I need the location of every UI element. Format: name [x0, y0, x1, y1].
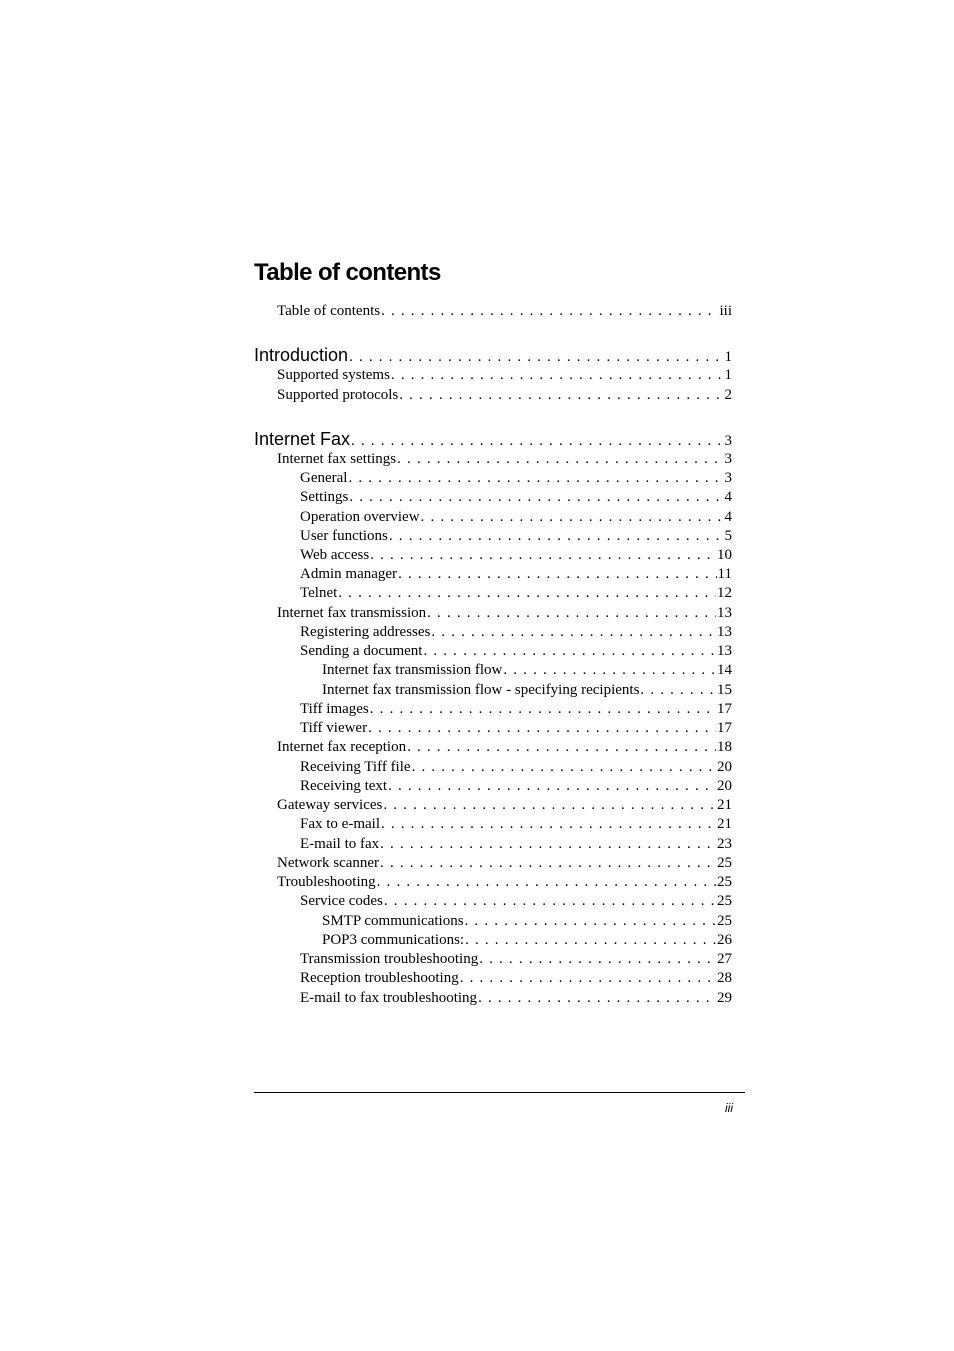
toc-entry-page: 25	[717, 913, 732, 929]
toc-entry-label: Network scanner	[277, 855, 380, 871]
toc-entry-page: iii	[719, 303, 732, 319]
toc-entry[interactable]	[277, 603, 732, 623]
dot-leader	[397, 449, 723, 469]
toc-entry-page: 13	[717, 643, 732, 659]
toc-entry-label: Troubleshooting	[277, 874, 376, 890]
toc-entry-page: 4	[724, 489, 732, 505]
dot-leader	[368, 718, 716, 738]
toc-entry-page: 3	[724, 470, 732, 486]
toc-entry[interactable]	[277, 872, 732, 892]
toc-entry-page: 29	[717, 990, 732, 1006]
toc-entry-label: Internet fax transmission flow	[322, 662, 503, 678]
toc-entry-page: 25	[717, 855, 732, 871]
toc-entry-page: 18	[717, 739, 732, 755]
toc-entry[interactable]	[322, 930, 732, 950]
toc-entry-label: Operation overview	[300, 509, 420, 525]
toc-entry-page: 11	[717, 566, 732, 582]
dot-leader	[383, 795, 716, 815]
toc-entry-label: Receiving Tiff file	[300, 759, 411, 775]
toc-entry-page: 12	[717, 585, 732, 601]
toc-entry[interactable]	[300, 468, 732, 488]
toc-entry[interactable]	[300, 507, 732, 527]
toc-entry[interactable]	[277, 385, 732, 405]
toc-entry[interactable]	[277, 737, 732, 757]
dot-leader	[388, 776, 716, 796]
toc-entry[interactable]	[277, 795, 732, 815]
toc-entry-page: 27	[717, 951, 732, 967]
toc-entry[interactable]	[300, 583, 732, 603]
toc-entry[interactable]	[300, 988, 732, 1008]
toc-entry-label: Introduction	[254, 345, 349, 365]
toc-entry-label: Registering addresses	[300, 624, 431, 640]
footer-rule	[254, 1092, 745, 1093]
toc-entry-label: Telnet	[300, 585, 338, 601]
toc-entry-label: General	[300, 470, 348, 486]
dot-leader	[503, 660, 716, 680]
toc-entry-page: 13	[717, 624, 732, 640]
toc-entry[interactable]	[277, 853, 732, 873]
dot-leader	[407, 737, 716, 757]
dot-leader	[348, 468, 723, 488]
toc-entry-page: 13	[717, 605, 732, 621]
toc-entry-page: 17	[717, 701, 732, 717]
toc-entry-page: 20	[717, 778, 732, 794]
dot-leader	[460, 968, 716, 988]
toc-entry-page: 21	[717, 797, 732, 813]
toc-entry-page: 2	[724, 387, 732, 403]
toc-entry[interactable]	[300, 949, 732, 969]
dot-leader	[391, 365, 724, 385]
dot-leader	[389, 526, 724, 546]
toc-entry[interactable]	[300, 545, 732, 565]
toc-chapter-entry[interactable]	[254, 343, 732, 367]
toc-entry-page: 5	[724, 528, 732, 544]
dot-leader	[381, 814, 716, 834]
toc-entry[interactable]	[277, 301, 732, 321]
page-title: Table of contents	[254, 259, 441, 286]
dot-leader	[431, 622, 716, 642]
toc-entry-label: Supported systems	[277, 367, 390, 383]
toc-entry[interactable]	[322, 680, 732, 700]
toc-chapter-entry[interactable]	[254, 427, 732, 451]
dot-leader	[427, 603, 716, 623]
toc-entry-label: E-mail to fax troubleshooting	[300, 990, 478, 1006]
toc-entry-label: SMTP communications	[322, 913, 464, 929]
toc-entry-page: 1	[724, 367, 732, 383]
dot-leader	[381, 301, 718, 321]
toc-entry-label: Table of contents	[277, 303, 381, 319]
toc-entry[interactable]	[300, 526, 732, 546]
dot-leader	[349, 487, 723, 507]
toc-entry-page: 15	[717, 682, 732, 698]
toc-entry-page: 26	[717, 932, 732, 948]
dot-leader	[640, 680, 716, 700]
dot-leader	[423, 641, 716, 661]
toc-entry-page: 25	[717, 893, 732, 909]
toc-entry-label: Web access	[300, 547, 370, 563]
toc-entry-label: Gateway services	[277, 797, 383, 813]
toc-entry-label: Tiff images	[300, 701, 369, 717]
toc-entry-page: 28	[717, 970, 732, 986]
toc-entry-page: 20	[717, 759, 732, 775]
toc-entry-page: 21	[717, 816, 732, 832]
toc-entry-label: Admin manager	[300, 566, 398, 582]
dot-leader	[478, 988, 716, 1008]
toc-entry-page: 17	[717, 720, 732, 736]
toc-entry-label: Service codes	[300, 893, 383, 909]
dot-leader	[338, 583, 716, 603]
toc-entry-label: Sending a document	[300, 643, 423, 659]
dot-leader	[370, 699, 716, 719]
toc-entry-label: POP3 communications:	[322, 932, 465, 948]
toc-entry[interactable]	[300, 757, 732, 777]
toc-entry[interactable]	[300, 718, 732, 738]
toc-entry[interactable]	[300, 834, 732, 854]
toc-entry-page: 3	[724, 451, 732, 467]
toc-entry-label: User functions	[300, 528, 388, 544]
toc-entry[interactable]	[322, 911, 732, 931]
toc-entry[interactable]	[300, 891, 732, 911]
dot-leader	[399, 385, 723, 405]
toc-entry-label: Tiff viewer	[300, 720, 368, 736]
toc-entry-page: 25	[717, 874, 732, 890]
toc-entry[interactable]	[277, 449, 732, 469]
toc-entry-label: Reception troubleshooting	[300, 970, 459, 986]
toc-entry-page: 3	[724, 433, 732, 449]
toc-entry[interactable]	[300, 776, 732, 796]
toc-entry-label: Receiving text	[300, 778, 388, 794]
toc-entry-page: 4	[724, 509, 732, 525]
dot-leader	[412, 757, 716, 777]
toc-entry-label: Internet Fax	[254, 429, 351, 449]
toc-entry[interactable]	[300, 814, 732, 834]
toc-entry-label: Internet fax settings	[277, 451, 397, 467]
dot-leader	[479, 949, 716, 969]
toc-entry-page: 1	[724, 349, 732, 365]
toc-entry[interactable]	[300, 564, 732, 584]
toc-entry-label: Settings	[300, 489, 349, 505]
toc-entry[interactable]	[300, 487, 732, 507]
dot-leader	[398, 564, 716, 584]
toc-entry-label: Internet fax transmission	[277, 605, 427, 621]
toc-entry-page: 10	[717, 547, 732, 563]
toc-entry-label: Fax to e-mail	[300, 816, 380, 832]
toc-entry-page: 23	[717, 836, 732, 852]
dot-leader	[465, 911, 716, 931]
dot-leader	[377, 872, 716, 892]
toc-entry-page: 14	[717, 662, 732, 678]
toc-entry[interactable]	[322, 660, 732, 680]
dot-leader	[384, 891, 716, 911]
dot-leader	[380, 834, 716, 854]
toc-entry[interactable]	[300, 968, 732, 988]
dot-leader	[380, 853, 716, 873]
toc-entry-label: E-mail to fax	[300, 836, 380, 852]
toc-entry-label: Internet fax reception	[277, 739, 407, 755]
dot-leader	[421, 507, 724, 527]
toc-entry-label: Transmission troubleshooting	[300, 951, 479, 967]
dot-leader	[465, 930, 716, 950]
footer-page-number: iii	[725, 1101, 733, 1115]
dot-leader	[370, 545, 716, 565]
toc-entry[interactable]	[300, 699, 732, 719]
toc-entry[interactable]	[300, 641, 732, 661]
toc-entry[interactable]	[300, 622, 732, 642]
toc-entry[interactable]	[277, 365, 732, 385]
toc-entry-label: Internet fax transmission flow - specifying recipients	[322, 682, 640, 698]
toc-entry-label: Supported protocols	[277, 387, 399, 403]
